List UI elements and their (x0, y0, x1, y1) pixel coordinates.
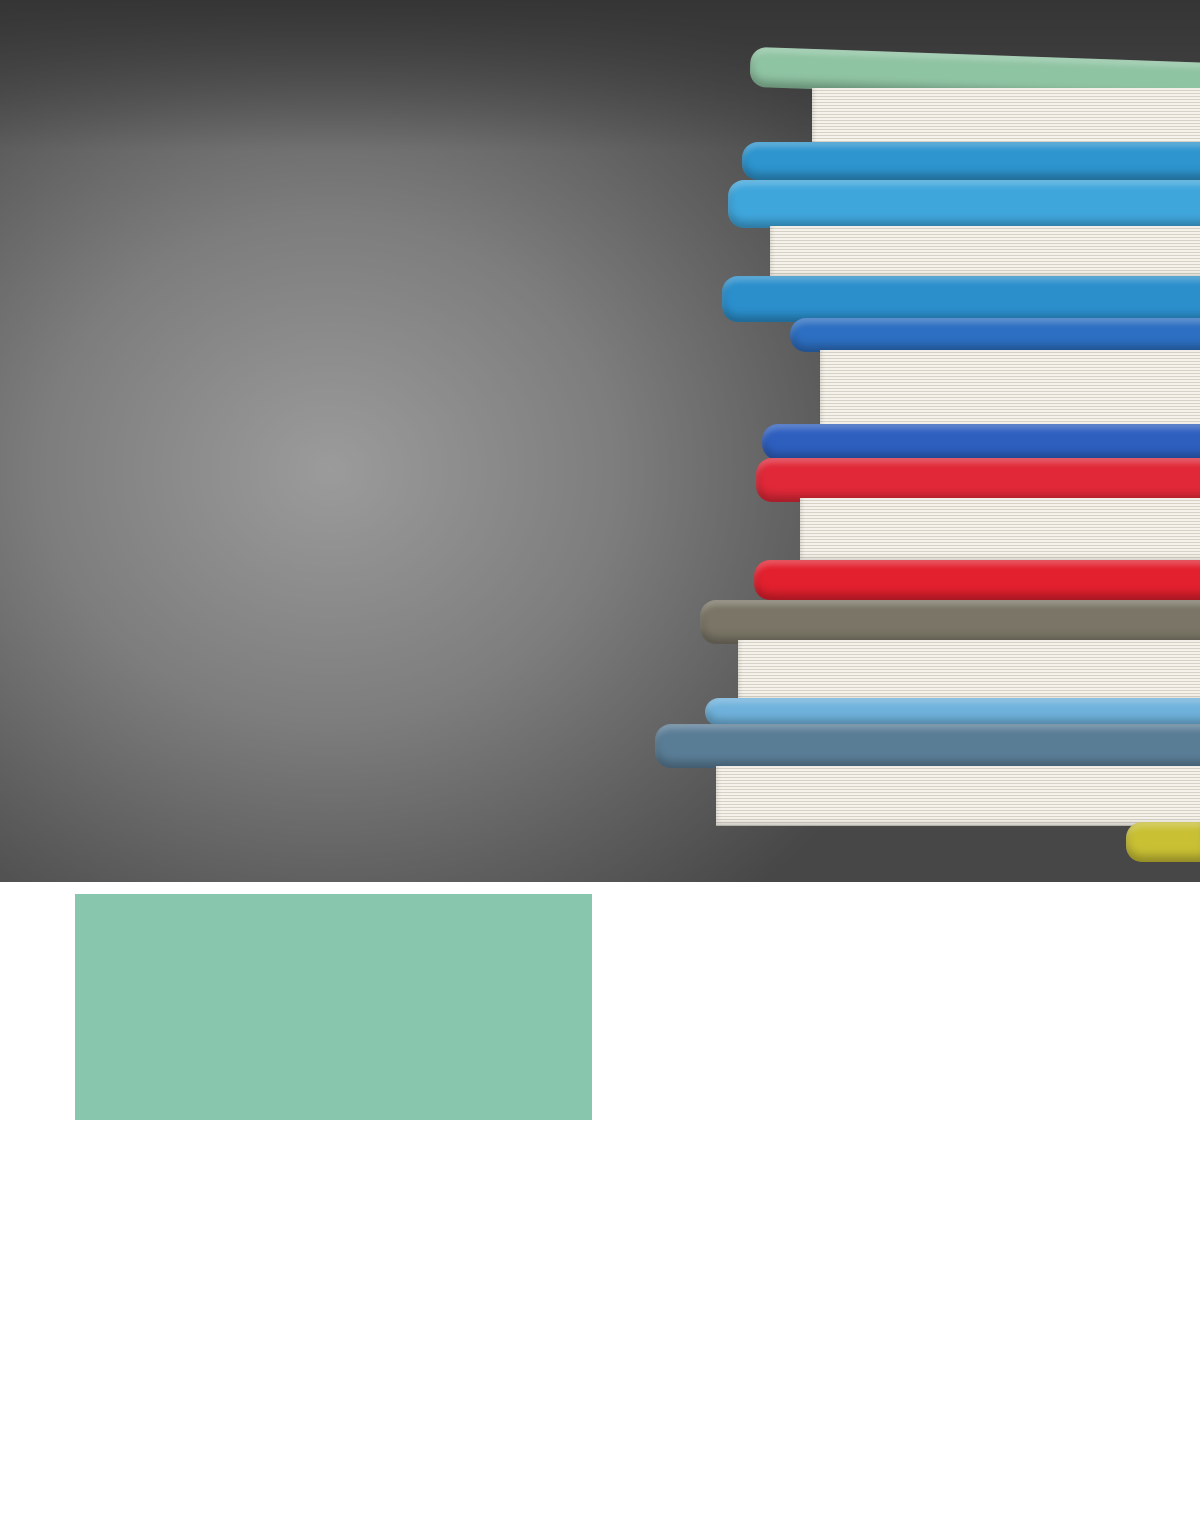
book-grey-blue (655, 724, 1200, 768)
book-yellow (1126, 822, 1200, 862)
book-blue (722, 276, 1200, 322)
book-pages (812, 88, 1200, 150)
book-blue (742, 142, 1200, 180)
good-places-content (75, 894, 592, 1120)
subtitle (80, 420, 640, 512)
book-blue (790, 318, 1200, 352)
book-red (756, 458, 1200, 502)
book-pages (738, 640, 1200, 702)
book-pages (716, 766, 1200, 826)
book-marbled (700, 600, 1200, 644)
book-pages (770, 226, 1200, 278)
book-pages (800, 498, 1200, 562)
book-red (754, 560, 1200, 600)
book-lightblue (705, 698, 1200, 726)
book-navy (762, 424, 1200, 460)
book-pages (820, 350, 1200, 430)
book-blue (728, 180, 1200, 228)
